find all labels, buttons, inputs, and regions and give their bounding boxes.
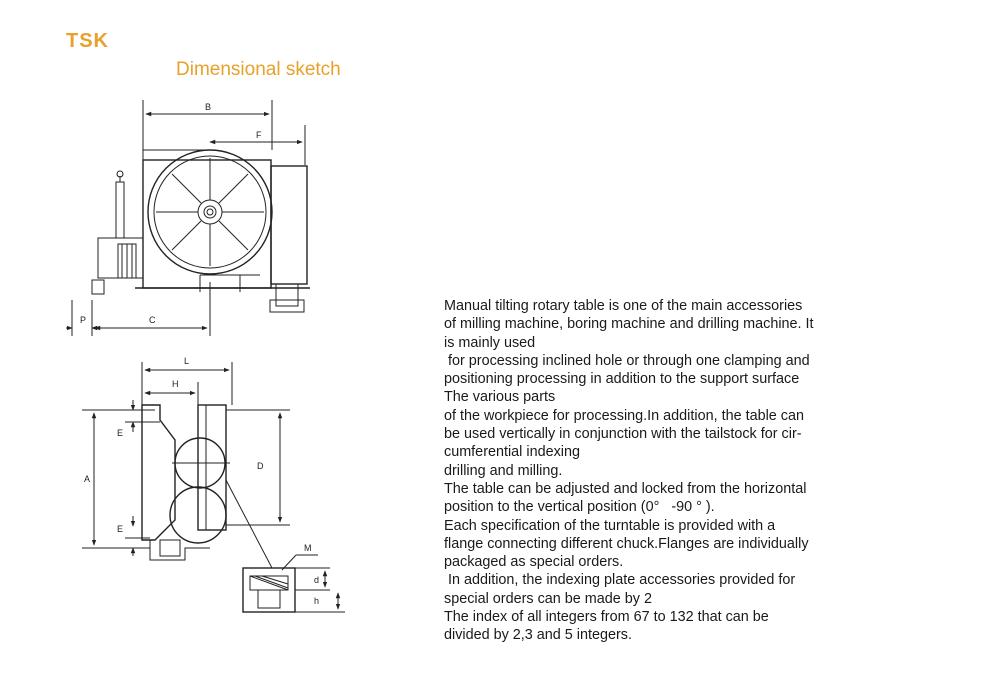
dim-label-a: A [84,474,91,484]
section-subtitle: Dimensional sketch [176,59,341,80]
dim-label-l: L [184,356,190,366]
description-line: flange connecting different chuck.Flanges are individually [444,535,809,552]
description-line: Each specification of the turntable is provided with a [444,517,776,534]
description-line: drilling and milling. [444,462,563,479]
description-line: positioning processing in addition to the support surface [444,371,800,388]
product-description [444,297,944,645]
dim-label-e-bottom: E [117,524,124,534]
description-line: is mainly used [444,334,536,351]
description-line: In addition, the indexing plate accessories provided for [444,572,796,589]
dim-label-c: C [149,315,156,325]
dim-label-f: F [256,130,262,140]
dim-label-h-lower: h [314,596,320,606]
description-line: position to the vertical position (0° -90 ° ). [444,499,715,516]
description-line: divided by 2,3 and 5 integers. [444,627,633,644]
side-view-drawing [82,362,345,612]
description-line: The table can be adjusted and locked from the horizontal [444,480,807,497]
description-line: The various parts [444,389,556,406]
dim-label-d-upper: D [257,461,264,471]
description-line: The index of all integers from 67 to 132 that can be [444,609,769,626]
description-line: cumferential indexing [444,444,580,461]
top-view-drawing [66,100,310,336]
dim-label-d-lower: d [314,575,320,585]
description-line: for processing inclined hole or through one clamping and [444,352,810,369]
dim-label-b: B [205,102,212,112]
dim-label-p: P [80,315,87,325]
brand-title: TSK [66,30,109,52]
description-line: packaged as special orders. [444,554,624,571]
description-line: special orders can be made by 2 [444,590,652,607]
description-line: be used vertically in conjunction with the tailstock for cir- [444,426,802,443]
description-line: of milling machine, boring machine and drilling machine. It [444,316,814,333]
dim-label-m: M [304,543,312,553]
description-line: Manual tilting rotary table is one of the main accessories [444,298,803,314]
dimensional-sketch [0,0,440,698]
dim-label-h-upper: H [172,379,179,389]
description-line: of the workpiece for processing.In addition, the table can [444,407,804,424]
dim-label-e-top: E [117,428,124,438]
